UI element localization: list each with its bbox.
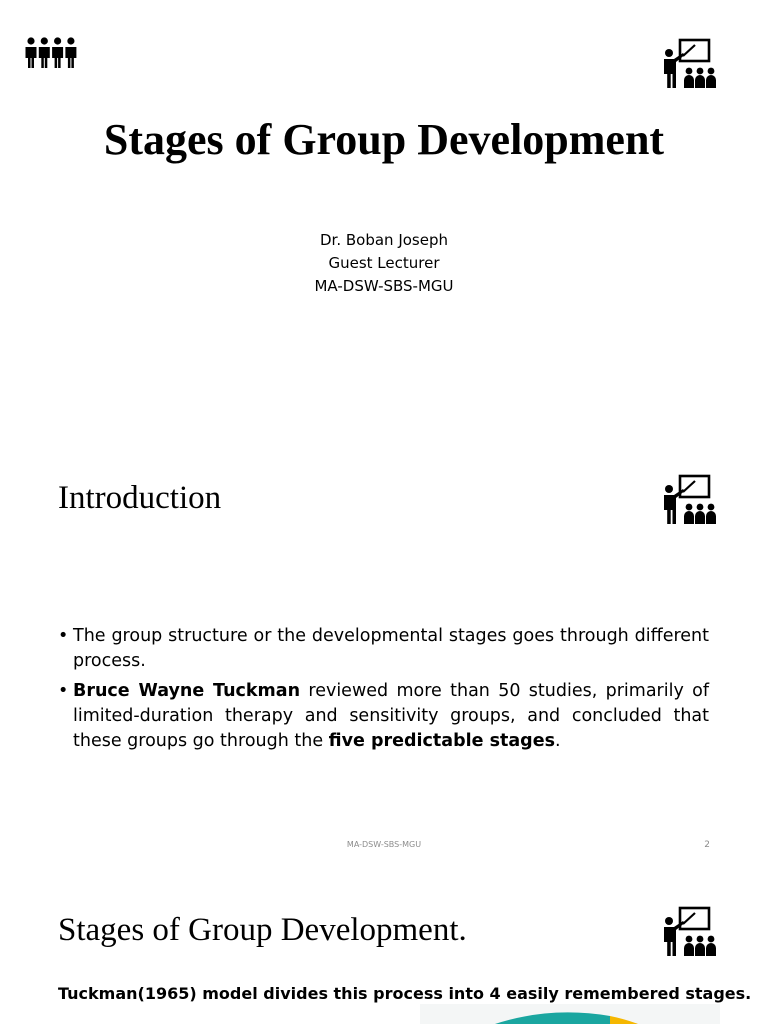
page-number: 2: [704, 840, 710, 850]
stages-diagram-partial: [420, 1004, 720, 1024]
teacher-at-board-icon: [661, 906, 717, 958]
slide-footer: MA-DSW-SBS-MGU: [346, 840, 422, 849]
teacher-at-board-icon: [661, 474, 717, 526]
presenter-affiliation: MA-DSW-SBS-MGU: [314, 277, 454, 295]
bullet-emphasis-stages: five predictable stages: [328, 731, 555, 751]
bullet-text-end: .: [555, 731, 561, 751]
stages-slide: [0, 868, 768, 1024]
model-description: Tuckman(1965) model divides this process into 4 easily remembered stages.: [58, 984, 752, 1003]
presentation-title: Stages of Group Development: [103, 115, 665, 164]
introduction-slide: [0, 434, 768, 868]
bullet-item: [58, 679, 709, 754]
bullet-marker: •: [58, 626, 69, 646]
presenter-info: [184, 229, 584, 298]
slide-heading: Stages of Group Development.: [58, 912, 467, 948]
bullet-text: reviewed more than 50 studies, primarily of limited-duration therapy and sensitivity groups, and concluded that these groups go through the: [73, 681, 710, 751]
bullet-marker: •: [58, 681, 69, 701]
presenter-role: Guest Lecturer: [328, 254, 440, 272]
group-of-people-icon: [24, 36, 78, 70]
title-slide: [0, 0, 768, 434]
bullet-item: [58, 624, 709, 674]
bullet-emphasis-name: Bruce Wayne Tuckman: [73, 681, 301, 701]
presenter-name: Dr. Boban Joseph: [319, 231, 448, 249]
slide-heading: Introduction: [58, 480, 222, 516]
bullet-list: [58, 624, 709, 759]
bullet-text: The group structure or the developmental stages goes through different process.: [73, 626, 709, 671]
teacher-at-board-icon: [661, 38, 717, 90]
